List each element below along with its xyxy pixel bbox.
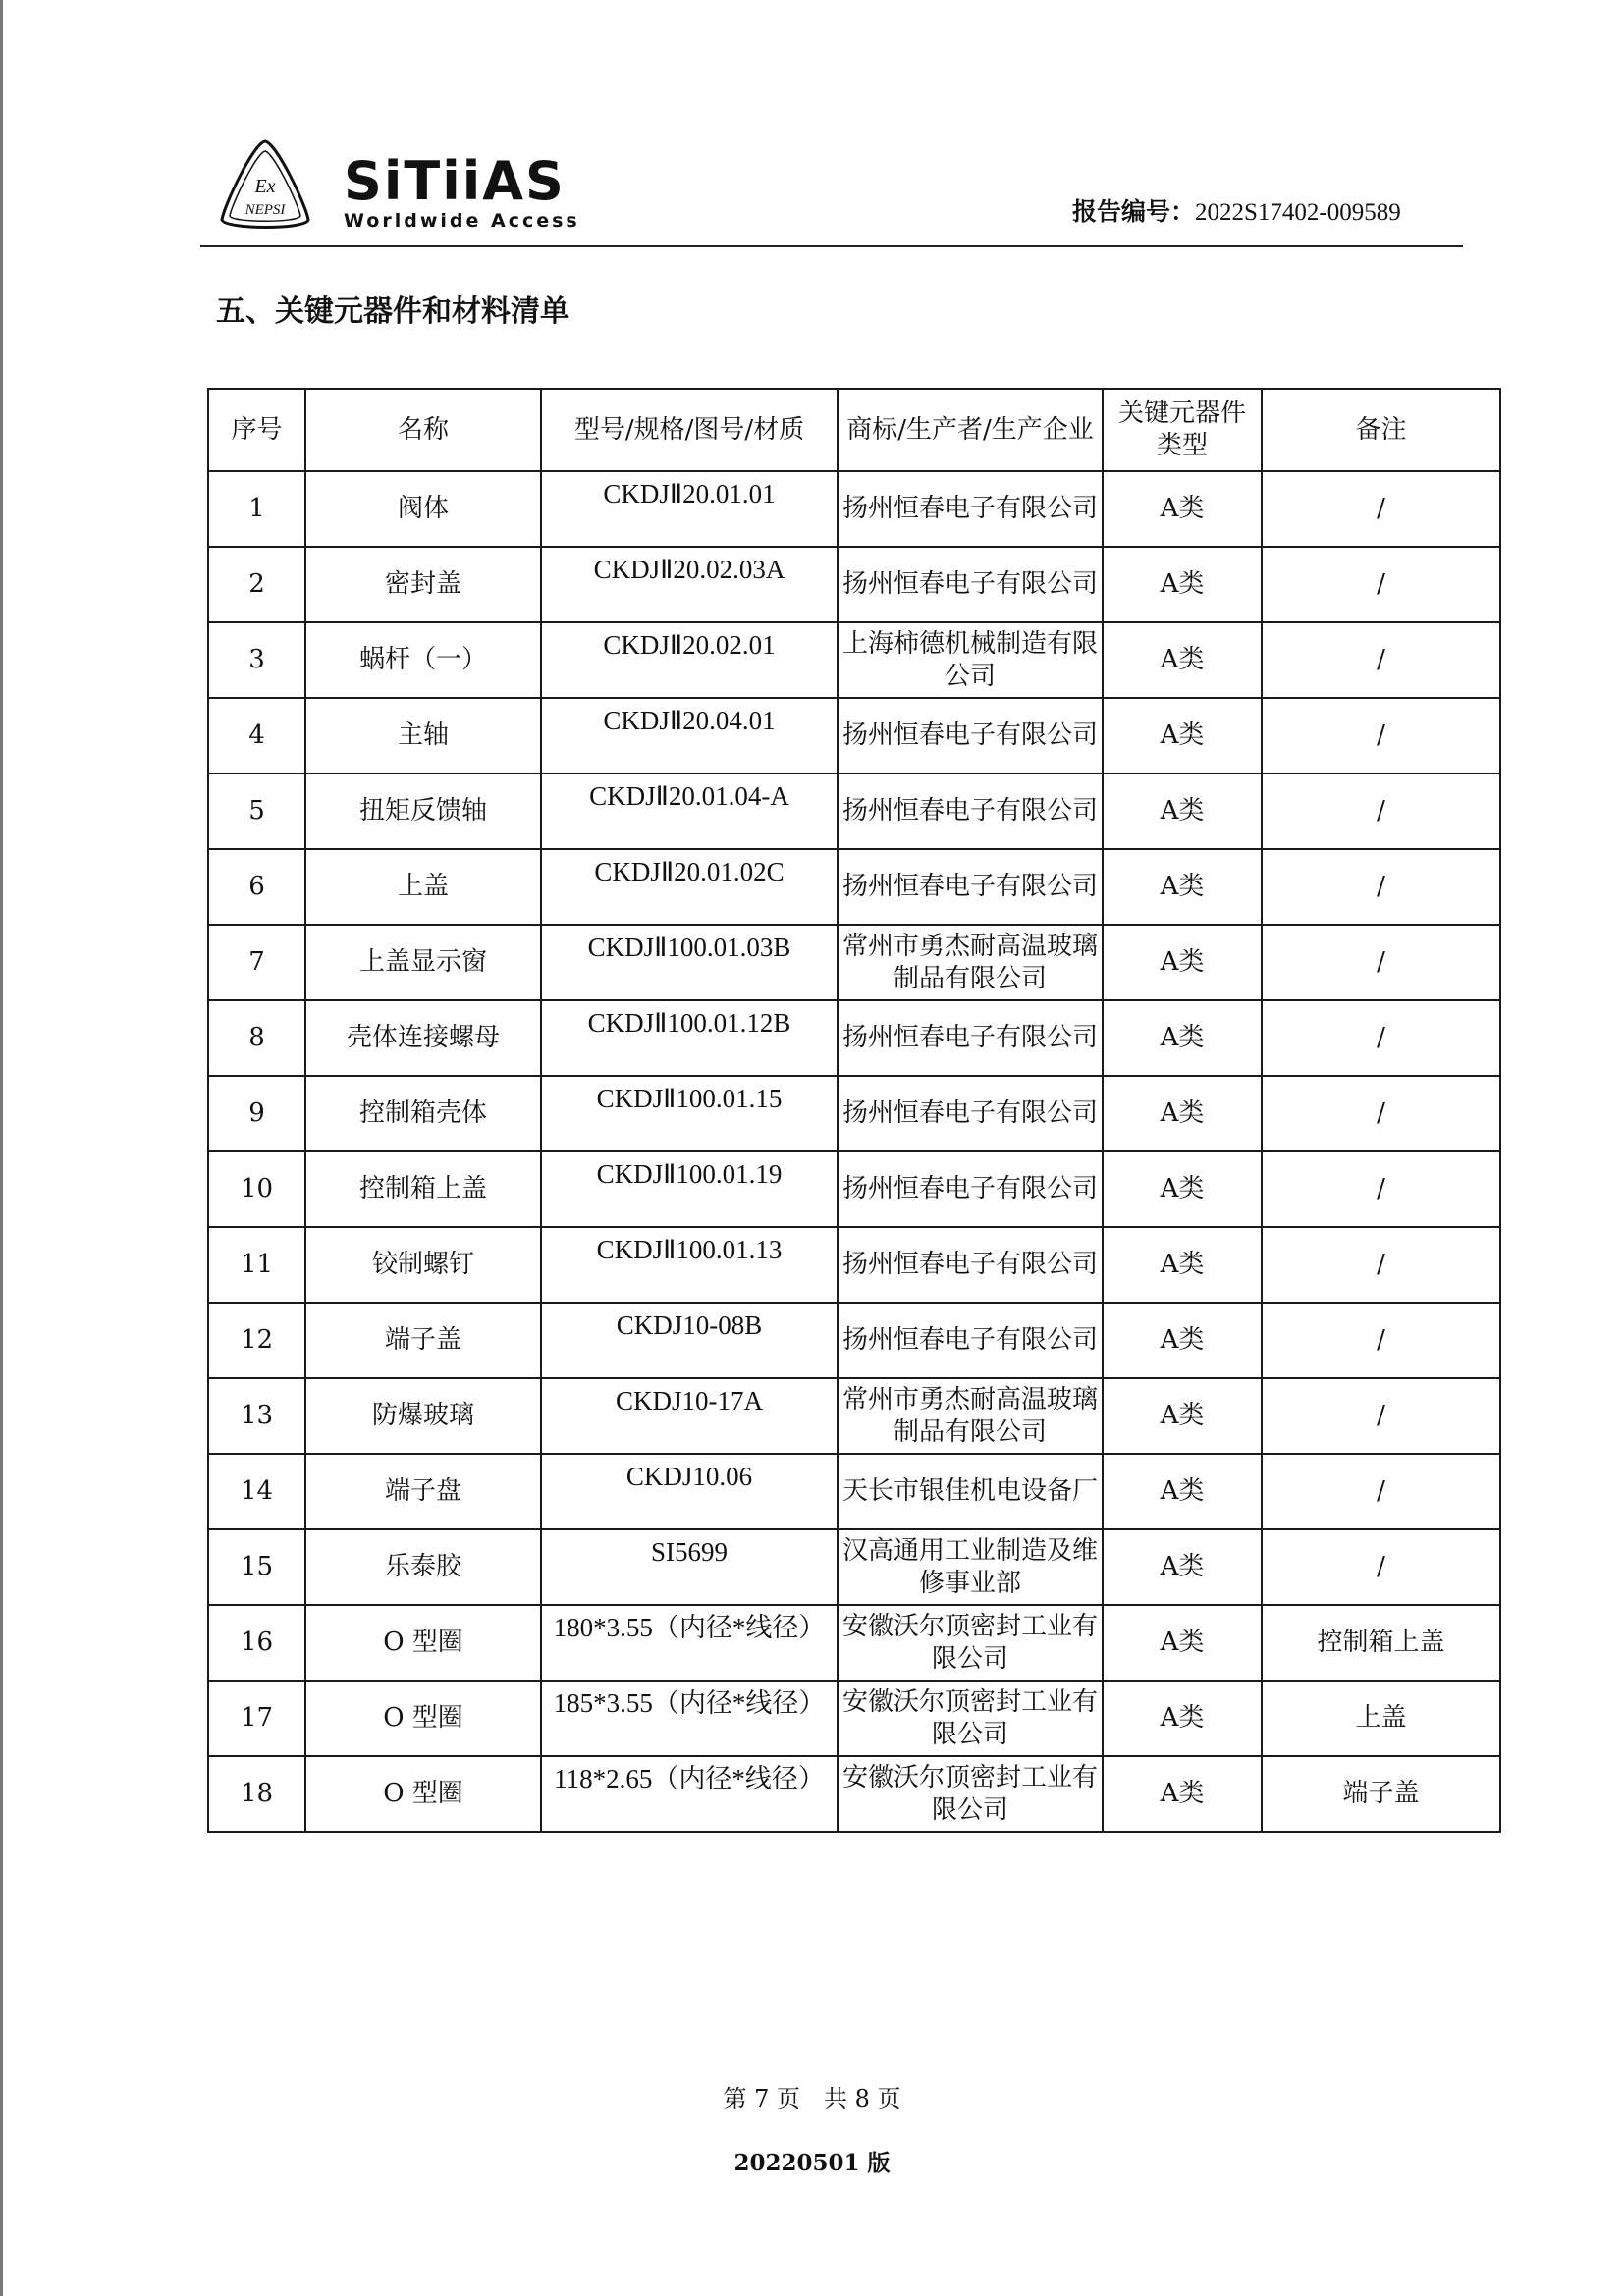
cell-model: 185*3.55（内径*线径）: [541, 1681, 838, 1756]
table-row: [208, 1756, 1500, 1832]
cell-remark: /: [1262, 698, 1500, 774]
cell-model: CKDJⅡ20.01.01: [541, 471, 838, 547]
cell-seq: 14: [208, 1454, 305, 1529]
cell-name: 端子盖: [305, 1303, 541, 1378]
cell-type: A类: [1103, 925, 1262, 1000]
table-row: [208, 622, 1500, 698]
cell-model: CKDJⅡ20.02.03A: [541, 547, 838, 622]
cell-maker: 扬州恒春电子有限公司: [838, 1000, 1103, 1076]
cell-model: CKDJ10-17A: [541, 1378, 838, 1454]
table-row: [208, 774, 1500, 849]
logo-nepsi-text: NEPSI: [244, 202, 286, 218]
report-number-label: 报告编号：: [1072, 197, 1196, 226]
cell-name: 主轴: [305, 698, 541, 774]
table-header-row: [208, 389, 1500, 471]
cell-seq: 5: [208, 774, 305, 849]
ex-nepsi-logo: [218, 137, 312, 236]
table-row: [208, 698, 1500, 774]
cell-name: 密封盖: [305, 547, 541, 622]
cell-remark: /: [1262, 1076, 1500, 1151]
components-table: [207, 388, 1501, 1833]
cell-name: O 型圈: [305, 1756, 541, 1832]
cell-seq: 10: [208, 1151, 305, 1227]
cell-model: 180*3.55（内径*线径）: [541, 1605, 838, 1681]
cell-seq: 17: [208, 1681, 305, 1756]
cell-seq: 15: [208, 1529, 305, 1605]
cell-type: A类: [1103, 774, 1262, 849]
cell-remark: /: [1262, 1529, 1500, 1605]
table-row: [208, 1454, 1500, 1529]
cell-name: 上盖显示窗: [305, 925, 541, 1000]
cell-remark: 端子盖: [1262, 1756, 1500, 1832]
table-row: [208, 925, 1500, 1000]
cell-name: O 型圈: [305, 1681, 541, 1756]
table-row: [208, 1681, 1500, 1756]
cell-remark: /: [1262, 925, 1500, 1000]
sitiias-logo: [344, 150, 580, 232]
cell-model: CKDJⅡ20.01.04-A: [541, 774, 838, 849]
cell-type: A类: [1103, 1605, 1262, 1681]
table-body: [208, 471, 1500, 1832]
cell-name: 阀体: [305, 471, 541, 547]
cell-maker: 汉高通用工业制造及维修事业部: [838, 1529, 1103, 1605]
header-seq: 序号: [208, 389, 305, 471]
cell-seq: 6: [208, 849, 305, 925]
cell-type: A类: [1103, 471, 1262, 547]
cell-model: CKDJⅡ100.01.12B: [541, 1000, 838, 1076]
cell-name: 控制箱上盖: [305, 1151, 541, 1227]
cell-type: A类: [1103, 1076, 1262, 1151]
section-title: 五、关键元器件和材料清单: [216, 294, 569, 329]
table-row: [208, 849, 1500, 925]
cell-maker: 天长市银佳机电设备厂: [838, 1454, 1103, 1529]
cell-type: A类: [1103, 1756, 1262, 1832]
cell-remark: /: [1262, 471, 1500, 547]
header-divider: [200, 245, 1463, 247]
cell-model: CKDJⅡ20.01.02C: [541, 849, 838, 925]
cell-maker: 安徽沃尔顶密封工业有限公司: [838, 1681, 1103, 1756]
table-row: [208, 1529, 1500, 1605]
table-row: [208, 1303, 1500, 1378]
cell-model: CKDJⅡ20.02.01: [541, 622, 838, 698]
header-type: 关键元器件类型: [1103, 389, 1262, 471]
cell-maker: 扬州恒春电子有限公司: [838, 1151, 1103, 1227]
cell-maker: 扬州恒春电子有限公司: [838, 1227, 1103, 1303]
cell-maker: 扬州恒春电子有限公司: [838, 1076, 1103, 1151]
cell-seq: 16: [208, 1605, 305, 1681]
cell-model: SI5699: [541, 1529, 838, 1605]
header-name: 名称: [305, 389, 541, 471]
cell-name: 铰制螺钉: [305, 1227, 541, 1303]
cell-model: 118*2.65（内径*线径）: [541, 1756, 838, 1832]
page-number: 第 7 页 共 8 页: [723, 2085, 901, 2112]
cell-seq: 3: [208, 622, 305, 698]
cell-remark: /: [1262, 1378, 1500, 1454]
cell-model: CKDJ10.06: [541, 1454, 838, 1529]
table-row: [208, 1378, 1500, 1454]
table-row: [208, 1605, 1500, 1681]
cell-name: 乐泰胶: [305, 1529, 541, 1605]
logo-tagline: Worldwide Access: [344, 210, 580, 232]
table-row: [208, 547, 1500, 622]
cell-type: A类: [1103, 1303, 1262, 1378]
cell-seq: 12: [208, 1303, 305, 1378]
cell-remark: /: [1262, 849, 1500, 925]
version-label: 20220501 版: [733, 2150, 891, 2176]
cell-model: CKDJⅡ20.04.01: [541, 698, 838, 774]
cell-type: A类: [1103, 1529, 1262, 1605]
cell-remark: /: [1262, 1303, 1500, 1378]
cell-type: A类: [1103, 1151, 1262, 1227]
cell-remark: /: [1262, 622, 1500, 698]
cell-remark: /: [1262, 547, 1500, 622]
cell-seq: 8: [208, 1000, 305, 1076]
cell-remark: /: [1262, 774, 1500, 849]
cell-type: A类: [1103, 547, 1262, 622]
cell-maker: 扬州恒春电子有限公司: [838, 1303, 1103, 1378]
scan-margin-line: [0, 0, 3, 2296]
cell-model: CKDJⅡ100.01.15: [541, 1076, 838, 1151]
cell-seq: 4: [208, 698, 305, 774]
cell-maker: 扬州恒春电子有限公司: [838, 698, 1103, 774]
cell-seq: 13: [208, 1378, 305, 1454]
cell-type: A类: [1103, 849, 1262, 925]
cell-remark: /: [1262, 1227, 1500, 1303]
cell-seq: 11: [208, 1227, 305, 1303]
cell-model: CKDJⅡ100.01.03B: [541, 925, 838, 1000]
cell-type: A类: [1103, 698, 1262, 774]
header-maker: 商标/生产者/生产企业: [838, 389, 1103, 471]
cell-name: 扭矩反馈轴: [305, 774, 541, 849]
cell-seq: 1: [208, 471, 305, 547]
cell-maker: 安徽沃尔顶密封工业有限公司: [838, 1756, 1103, 1832]
cell-name: O 型圈: [305, 1605, 541, 1681]
cell-name: 蜗杆（一）: [305, 622, 541, 698]
cell-maker: 扬州恒春电子有限公司: [838, 849, 1103, 925]
cell-name: 上盖: [305, 849, 541, 925]
header-model: 型号/规格/图号/材质: [541, 389, 838, 471]
cell-maker: 扬州恒春电子有限公司: [838, 547, 1103, 622]
cell-maker: 上海柿德机械制造有限公司: [838, 622, 1103, 698]
cell-type: A类: [1103, 622, 1262, 698]
cell-remark: /: [1262, 1454, 1500, 1529]
table-row: [208, 471, 1500, 547]
cell-type: A类: [1103, 1681, 1262, 1756]
cell-name: 壳体连接螺母: [305, 1000, 541, 1076]
cell-model: CKDJⅡ100.01.19: [541, 1151, 838, 1227]
cell-remark: 控制箱上盖: [1262, 1605, 1500, 1681]
cell-maker: 扬州恒春电子有限公司: [838, 774, 1103, 849]
cell-type: A类: [1103, 1227, 1262, 1303]
table-row: [208, 1151, 1500, 1227]
cell-seq: 9: [208, 1076, 305, 1151]
cell-name: 防爆玻璃: [305, 1378, 541, 1454]
cell-maker: 常州市勇杰耐高温玻璃制品有限公司: [838, 1378, 1103, 1454]
cell-remark: /: [1262, 1000, 1500, 1076]
cell-remark: /: [1262, 1151, 1500, 1227]
cell-seq: 2: [208, 547, 305, 622]
cell-type: A类: [1103, 1454, 1262, 1529]
report-number: [1072, 192, 1401, 228]
cell-maker: 常州市勇杰耐高温玻璃制品有限公司: [838, 925, 1103, 1000]
cell-model: CKDJⅡ100.01.13: [541, 1227, 838, 1303]
table-row: [208, 1076, 1500, 1151]
cell-maker: 扬州恒春电子有限公司: [838, 471, 1103, 547]
table-row: [208, 1000, 1500, 1076]
cell-type: A类: [1103, 1378, 1262, 1454]
logo-ex-text: Ex: [254, 176, 276, 197]
table-row: [208, 1227, 1500, 1303]
cell-seq: 7: [208, 925, 305, 1000]
cell-seq: 18: [208, 1756, 305, 1832]
cell-model: CKDJ10-08B: [541, 1303, 838, 1378]
cell-name: 控制箱壳体: [305, 1076, 541, 1151]
report-number-value: 2022S17402-009589: [1195, 199, 1401, 226]
cell-maker: 安徽沃尔顶密封工业有限公司: [838, 1605, 1103, 1681]
cell-type: A类: [1103, 1000, 1262, 1076]
logo-brand: SiTiiAS: [344, 150, 566, 212]
cell-name: 端子盘: [305, 1454, 541, 1529]
header-remark: 备注: [1262, 389, 1500, 471]
cell-remark: 上盖: [1262, 1681, 1500, 1756]
